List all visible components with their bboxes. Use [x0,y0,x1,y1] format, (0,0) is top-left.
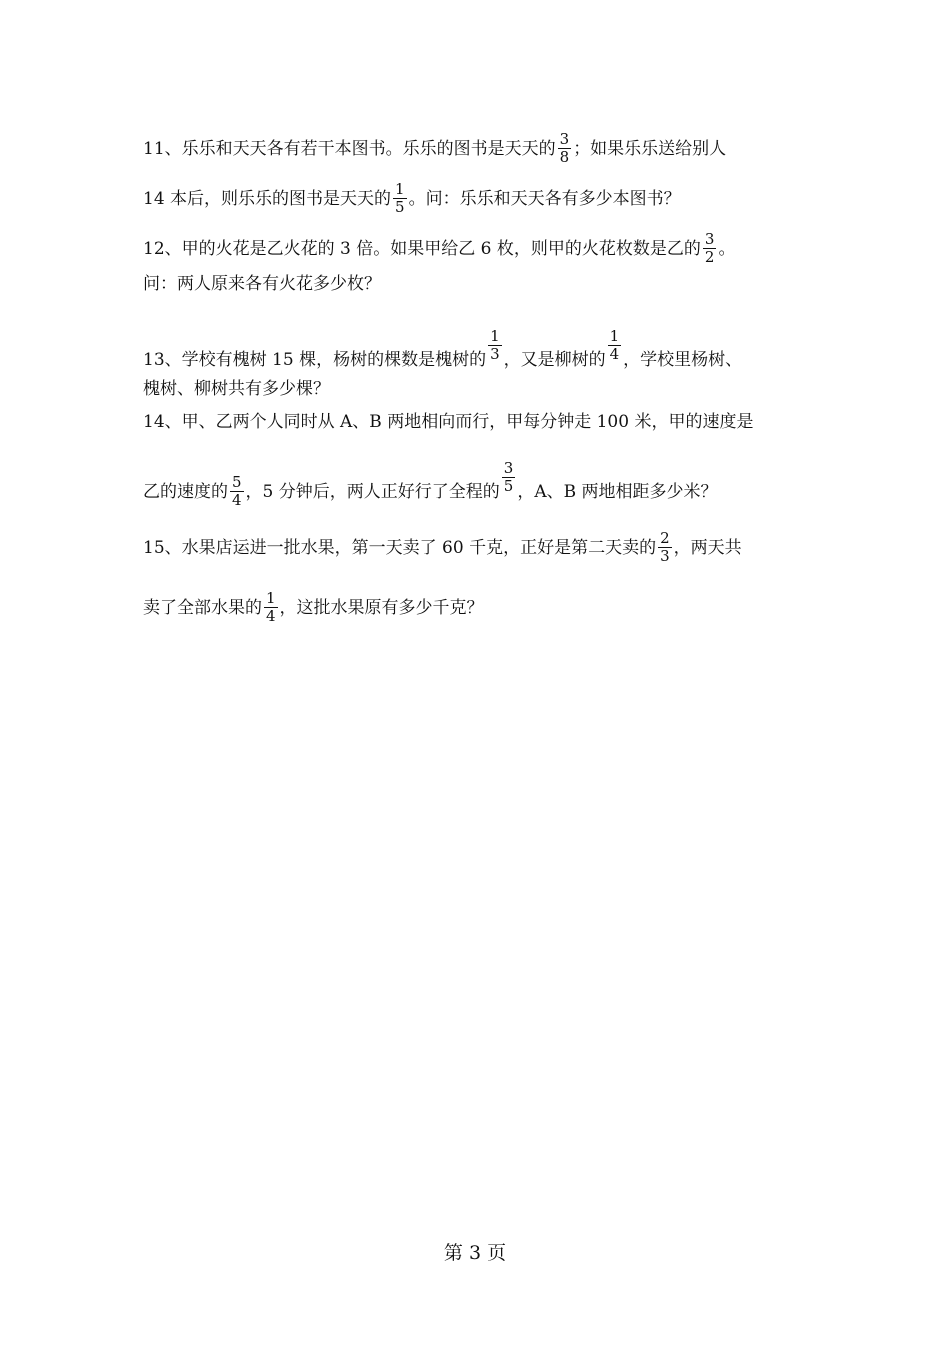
problem-11-text-d: 。问：乐乐和天天各有多少本图书？ [408,188,681,209]
fraction-denominator: 3 [660,547,670,565]
page-number: 第 3 页 [443,1242,507,1264]
fraction-1-3 [488,328,502,363]
problem-15-line-1 [143,530,742,565]
fraction-1-5 [393,181,407,216]
problem-11-text-b: ；如果乐乐送给别人 [573,138,727,159]
fraction-denominator: 4 [232,491,242,509]
problem-12-line-1 [143,231,735,266]
problem-13-text-b: ，又是柳树的 [503,349,606,370]
problem-11-text-a: 11、乐乐和天天各有若干本图书。乐乐的图书是天天的 [143,138,556,159]
problem-12-text-a: 12、甲的火花是乙火花的 3 倍。如果甲给乙 6 枚，则甲的火花枚数是乙的 [143,238,701,259]
fraction-denominator: 5 [503,477,514,495]
fraction-2-3 [658,530,672,565]
problem-13-text-d: 槐树、柳树共有多少棵？ [143,379,330,399]
fraction-numerator: 2 [660,529,670,547]
problem-14-line-1 [143,412,753,432]
problem-14-text-d: ，A、B 两地相距多少米？ [517,481,718,502]
problem-12-line-2 [143,274,381,294]
fraction-numerator: 1 [266,589,276,607]
problem-15-text-c: 卖了全部水果的 [143,597,262,618]
problem-15-text-a: 15、水果店运进一批水果，第一天卖了 60 千克，正好是第二天卖的 [143,537,657,558]
fraction-denominator: 3 [490,345,500,363]
problem-13-line-1 [143,327,743,377]
problem-13-text-a: 13、学校有槐树 15 棵，杨树的棵数是槐树的 [143,349,487,370]
fraction-numerator: 5 [232,473,242,491]
problem-12-text-c: 问：两人原来各有火花多少枚？ [143,274,381,294]
fraction-numerator: 3 [704,230,715,248]
fraction-numerator: 3 [503,459,514,477]
fraction-numerator: 1 [395,180,405,198]
problem-13-line-2 [143,379,330,399]
fraction-denominator: 8 [559,148,570,166]
problem-14-text-c: ，5 分钟后，两人正好行了全程的 [245,481,500,502]
problem-11-text-c: 14 本后，则乐乐的图书是天天的 [143,188,392,209]
problem-15-text-d: ，这批水果原有多少千克？ [279,597,484,618]
fraction-1-4 [264,590,278,625]
problem-15-text-b: ，两天共 [673,537,742,558]
fraction-denominator: 5 [395,198,405,216]
fraction-denominator: 4 [609,345,620,363]
fraction-numerator: 1 [609,327,620,345]
problem-13-text-c: ，学校里杨树、 [623,349,743,370]
fraction-3-5 [502,460,516,495]
fraction-numerator: 3 [559,130,570,148]
problem-14-text-a: 14、甲、乙两个人同时从 A、B 两地相向而行，甲每分钟走 100 米，甲的速度是 [143,412,754,432]
problem-11-line-2 [143,181,681,216]
fraction-denominator: 4 [266,607,276,625]
fraction-denominator: 2 [704,248,715,266]
fraction-numerator: 1 [490,327,500,345]
problem-12-text-b: 。 [718,238,736,259]
problem-11-line-1 [143,131,726,166]
problem-14-line-2 [143,459,718,509]
fraction-3-2 [703,231,717,266]
fraction-3-8 [558,131,572,166]
problem-15-line-2 [143,590,484,625]
fraction-5-4 [230,474,244,509]
problem-14-text-b: 乙的速度的 [143,481,228,502]
fraction-1-4 [608,328,622,363]
